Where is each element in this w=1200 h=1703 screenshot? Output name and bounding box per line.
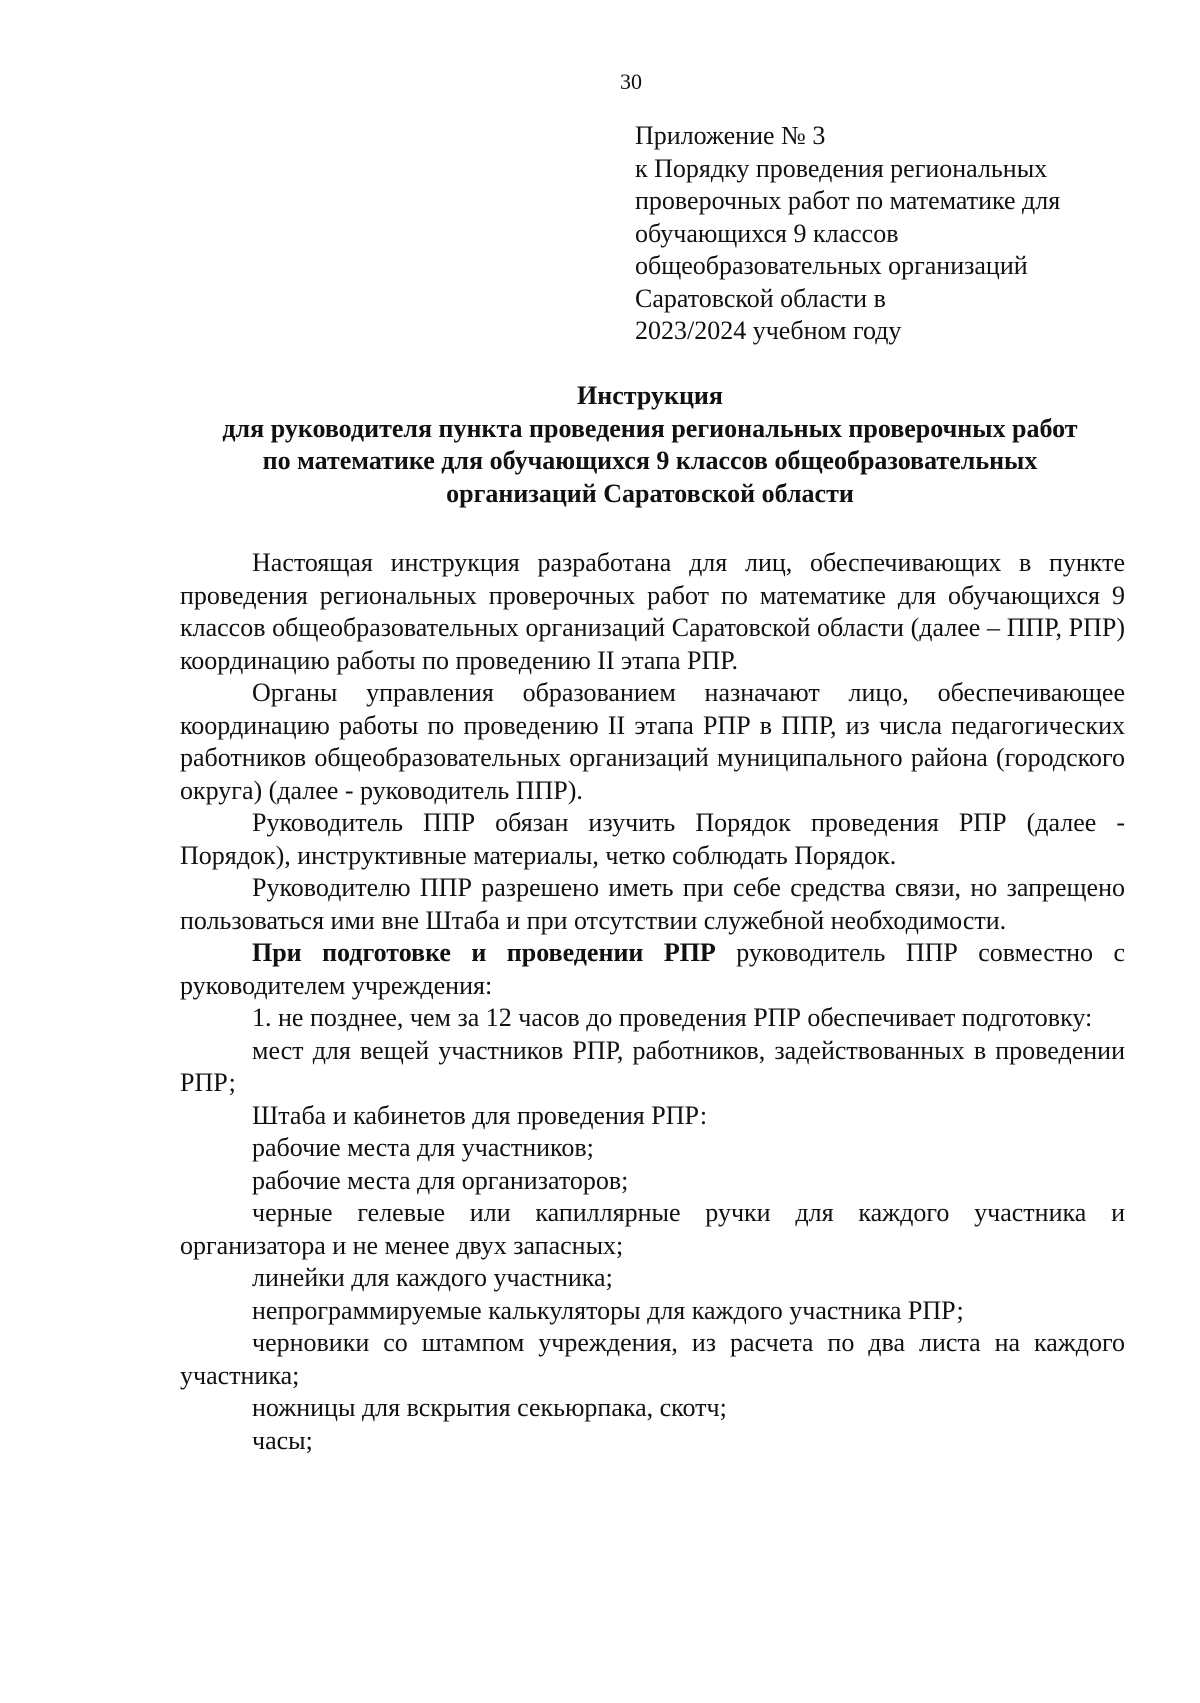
title-line: по математике для обучающихся 9 классов общеобразовательных (262, 446, 1038, 475)
document-body (180, 547, 1125, 1457)
list-item: рабочие места для организаторов; (252, 1165, 629, 1195)
appendix-line: проверочных работ по математике для (635, 186, 1061, 215)
list-item: линейки для каждого участника; (252, 1263, 613, 1292)
paragraph: 1. не позднее, чем за 12 часов до проведения РПР обеспечивает подготовку: (252, 1003, 1093, 1032)
appendix-line: Приложение № 3 (635, 121, 826, 150)
paragraph (180, 937, 1125, 1002)
list-item: часы; (252, 1425, 313, 1455)
paragraph-rest: руководитель ППР совместно с руководителем учреждения: (180, 938, 1125, 1000)
paragraph: Руководителю ППР разрешено иметь при себе средства связи, но запрещено пользоваться ими вне Штаба и при отсутствии служебной необходимости. (180, 873, 1125, 935)
appendix-line: общеобразовательных организаций (635, 251, 1028, 280)
paragraph: мест для вещей участников РПР, работников, задействованных в проведении РПР; (180, 1035, 1125, 1097)
paragraph: Настоящая инструкция разработана для лиц, обеспечивающих в пункте проведения региональных проверочных работ по математике для обучающихся 9 классов общеобразовательных организаций Саратовской области (далее – ППР, РПР) координацию работы по проведению II этапа РПР. (180, 548, 1125, 675)
list-item: рабочие места для участников; (252, 1133, 594, 1162)
appendix-line: к Порядку проведения региональных (635, 153, 1048, 183)
list-item: ножницы для вскрытия секьюрпака, скотч; (252, 1393, 727, 1422)
paragraph: Органы управления образованием назначают лицо, обеспечивающее координацию работы по проведению II этапа РПР в ППР, из числа педагогических работников общеобразовательных организаций муниципального района (городского округа) (далее - руководитель ППР). (180, 678, 1125, 805)
list-item: непрограммируемые калькуляторы для каждого участника РПР; (252, 1295, 964, 1325)
title-line: для руководителя пункта проведения региональных проверочных работ (222, 413, 1078, 443)
paragraph: Руководитель ППР обязан изучить Порядок проведения РПР (далее - Порядок), инструктивные материалы, четко соблюдать Порядок. (180, 808, 1125, 870)
list-item: черновики со штампом учреждения, из расчета по два листа на каждого участника; (180, 1328, 1125, 1390)
appendix-header (635, 120, 1155, 348)
page-number: 30 (620, 69, 642, 94)
appendix-line: Саратовской области в (635, 283, 886, 313)
bold-lead: При подготовке и проведении РПР (252, 938, 716, 967)
appendix-line: обучающихся 9 классов (635, 218, 899, 248)
document-title (150, 380, 1150, 510)
title-line: Инструкция (577, 381, 723, 410)
title-line: организаций Саратовской области (446, 478, 854, 508)
list-item: черные гелевые или капиллярные ручки для каждого участника и организатора и не менее двух запасных; (180, 1198, 1125, 1260)
paragraph: Штаба и кабинетов для проведения РПР: (252, 1100, 708, 1130)
appendix-line: 2023/2024 учебном году (635, 316, 902, 345)
